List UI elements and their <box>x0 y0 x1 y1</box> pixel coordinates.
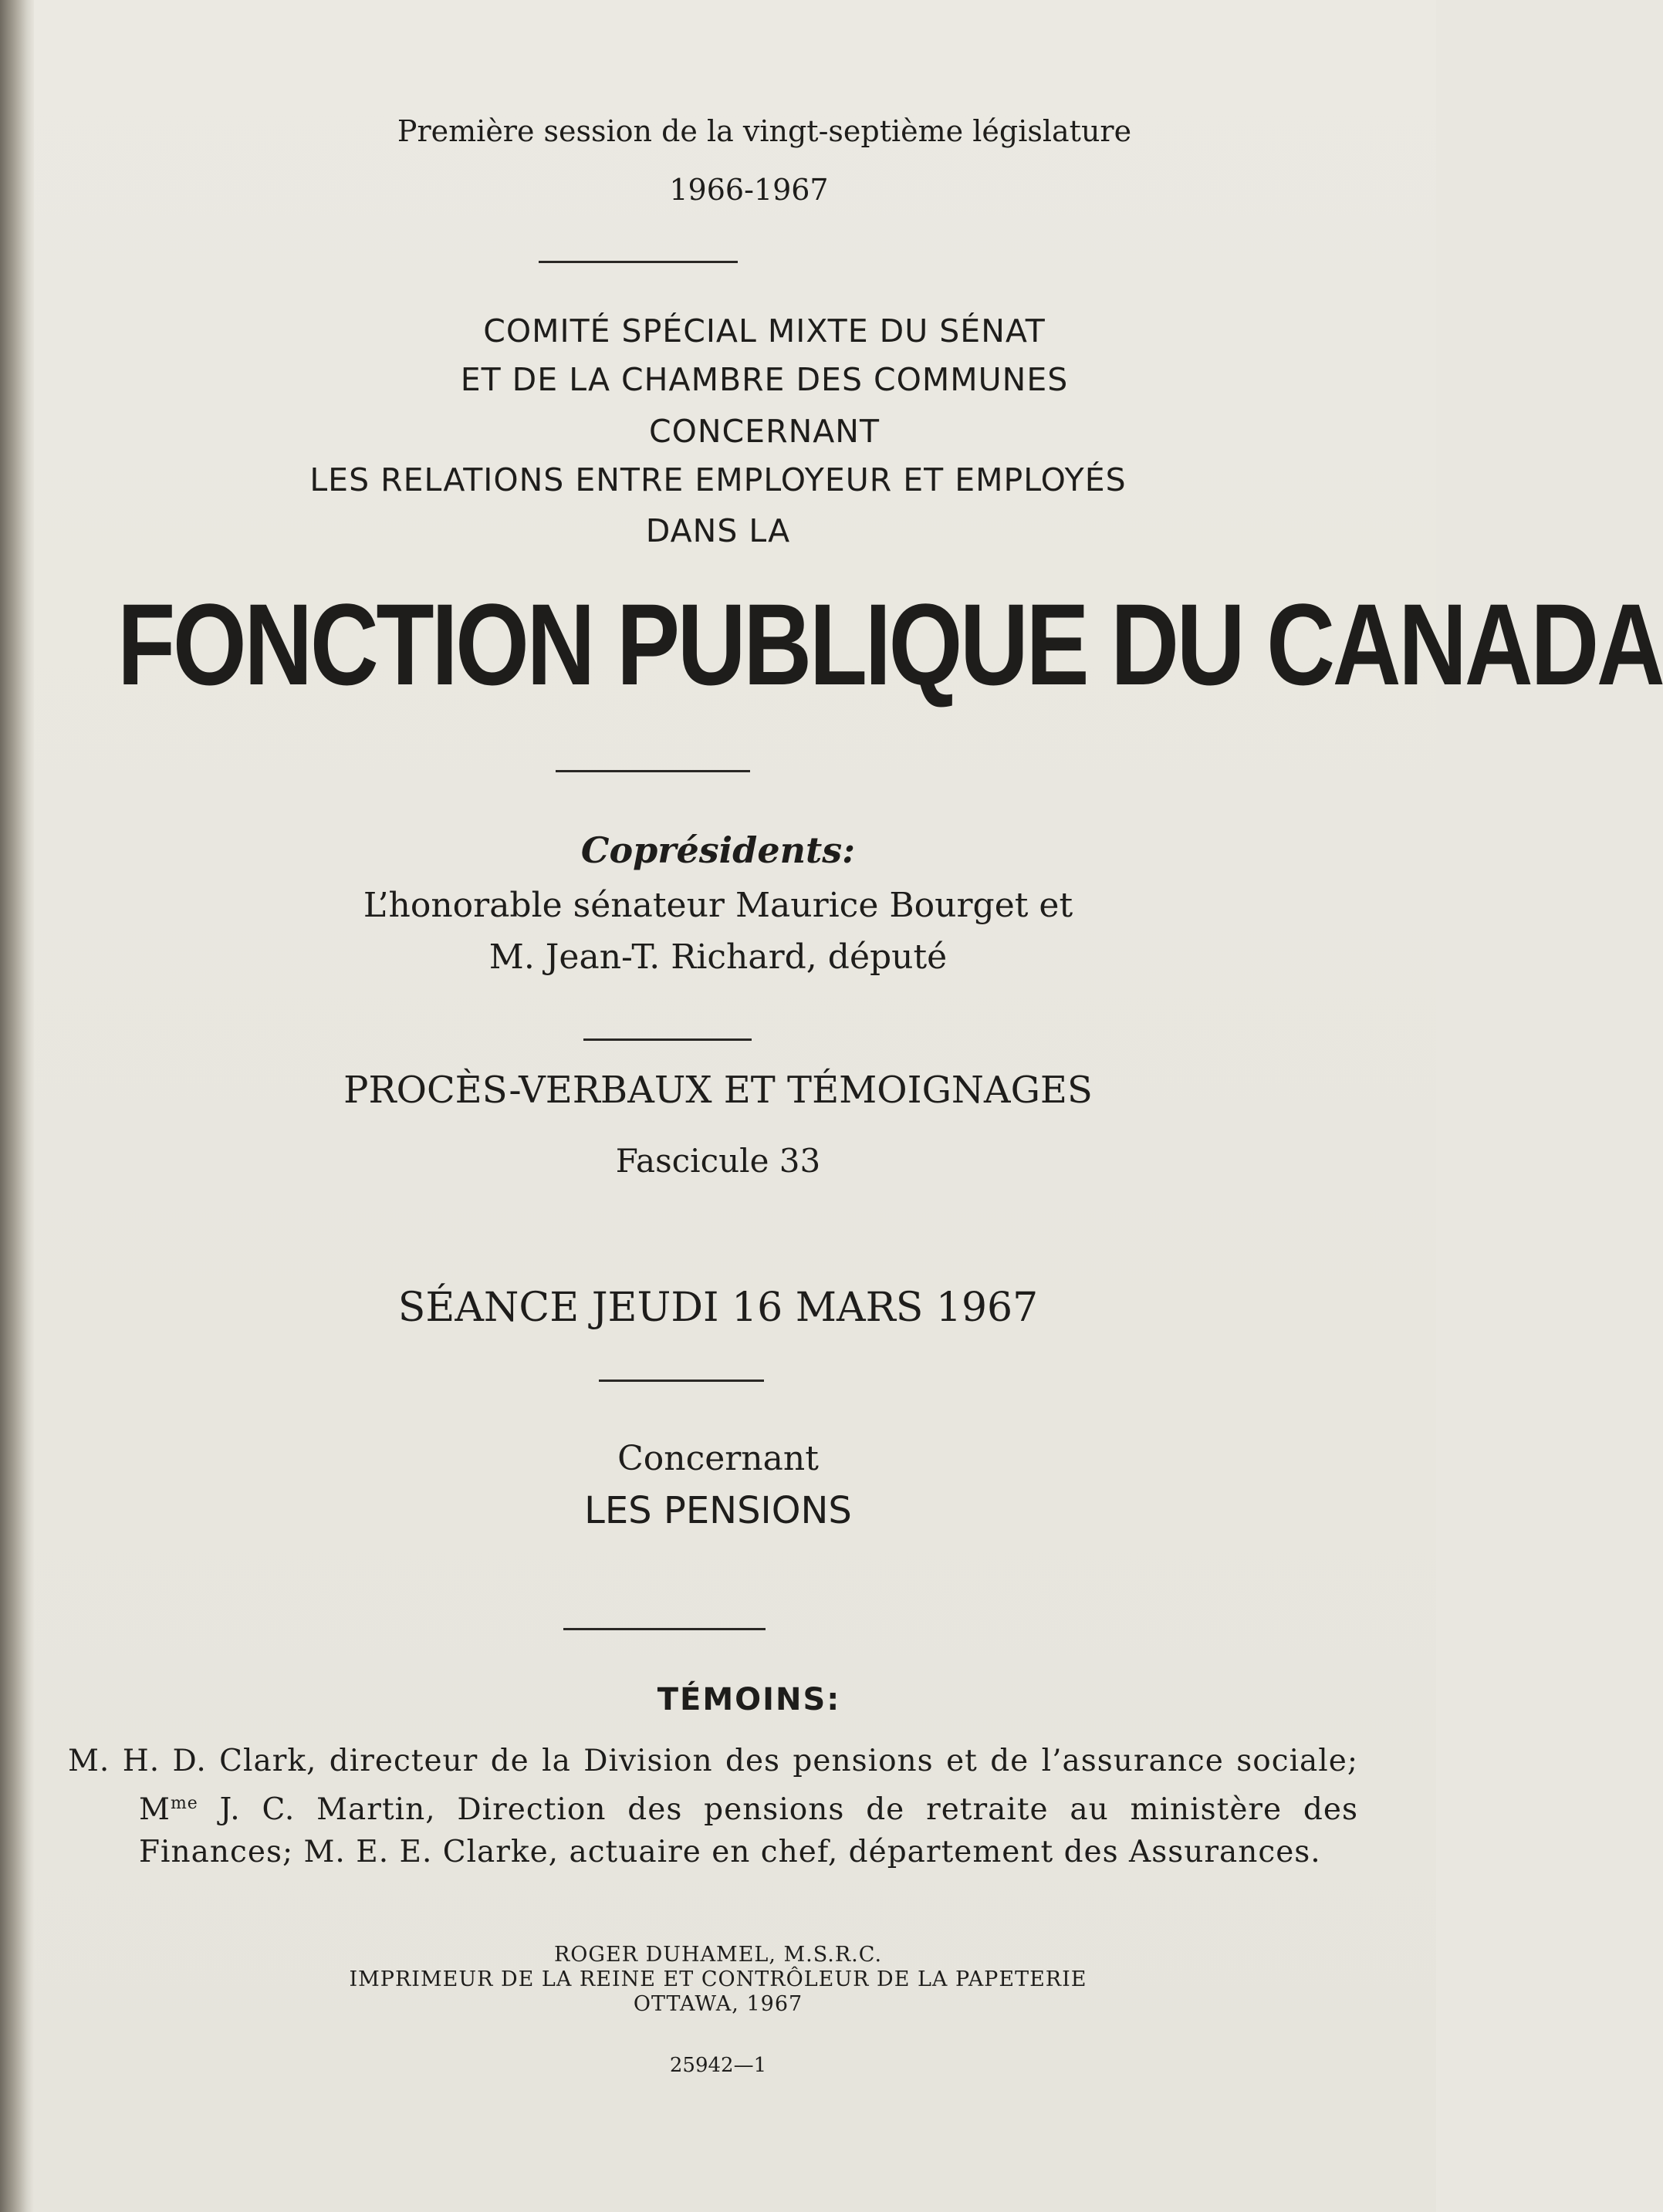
committee-line-1: COMITÉ SPÉCIAL MIXTE DU SÉNAT <box>483 312 1046 350</box>
printer-line-2: IMPRIMEUR DE LA REINE ET CONTRÔLEUR DE LA PAPETERIE <box>349 1967 1087 1991</box>
cochairs-heading: Coprésidents: <box>580 829 856 871</box>
document-code: 25942—1 <box>669 2054 767 2077</box>
committee-line-5: DANS LA <box>645 512 791 549</box>
witnesses-text-part-1: M. H. D. Clark, directeur de la Division des pensions et de l’assurance sociale; M <box>68 1744 1358 1827</box>
proceedings-title: PROCÈS-VERBAUX ET TÉMOIGNAGES <box>343 1069 1093 1112</box>
witnesses-heading: TÉMOINS: <box>657 1682 841 1717</box>
witnesses-text-part-2: J. C. Martin, Direction des pensions de retraite au ministère des Finances; M. E. E. Clarke, actuaire en chef, département des Assurances. <box>139 1792 1358 1869</box>
session-line: Première session de la vingt-septième législature <box>397 114 1132 148</box>
subject-topic: LES PENSIONS <box>584 1489 852 1532</box>
divider-rule <box>583 1038 752 1041</box>
printer-line-1: ROGER DUHAMEL, M.S.R.C. <box>553 1943 883 1967</box>
committee-line-3: CONCERNANT <box>648 413 881 450</box>
sitting-date: SÉANCE JEUDI 16 MARS 1967 <box>397 1285 1039 1331</box>
committee-line-2: ET DE LA CHAMBRE DES COMMUNES <box>460 361 1069 398</box>
printer-line-3: OTTAWA, 1967 <box>633 1992 803 2016</box>
divider-rule <box>556 770 750 772</box>
witnesses-superscript: me <box>170 1794 198 1813</box>
cochairs-line-1: L’honorable sénateur Maurice Bourget et <box>363 886 1073 925</box>
session-years: 1966-1967 <box>669 173 829 207</box>
witnesses-list <box>68 1740 1358 1873</box>
fascicle-number: Fascicule 33 <box>615 1142 821 1180</box>
cochairs-line-2: M. Jean-T. Richard, député <box>488 937 948 977</box>
divider-rule <box>599 1380 764 1382</box>
divider-rule <box>539 261 738 263</box>
subject-label: Concernant <box>617 1439 819 1478</box>
main-title: FONCTION PUBLIQUE DU CANADA <box>117 579 1663 709</box>
committee-line-4: LES RELATIONS ENTRE EMPLOYEUR ET EMPLOYÉS <box>309 461 1127 498</box>
divider-rule <box>563 1628 766 1630</box>
